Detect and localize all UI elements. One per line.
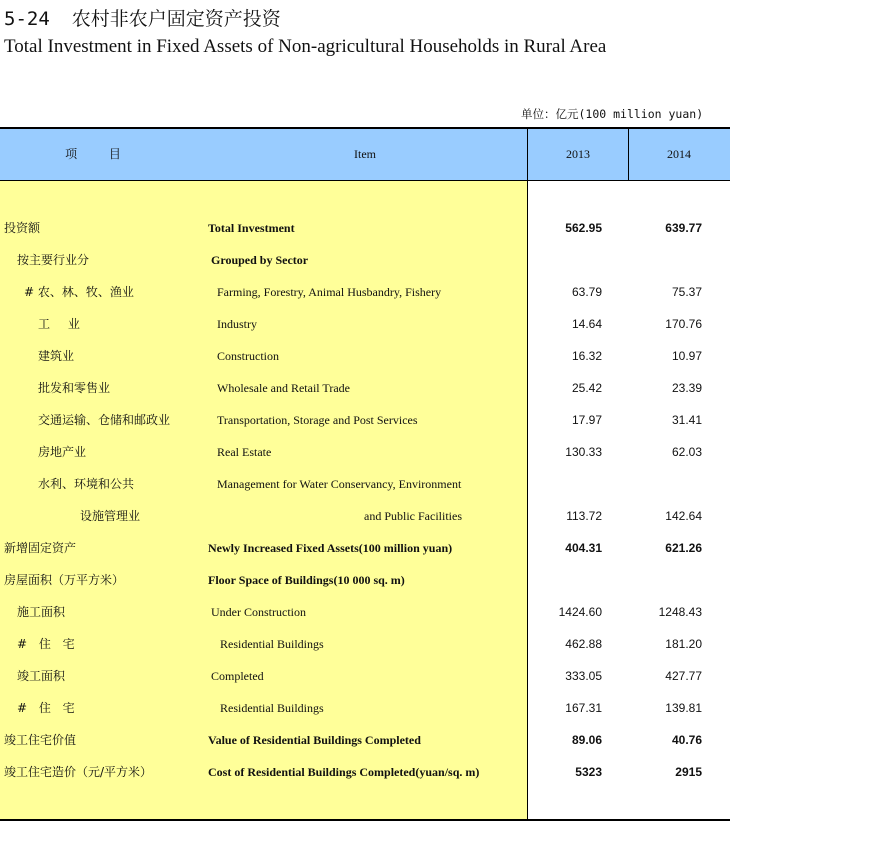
table-number: 5-24: [4, 8, 50, 30]
row-label-cn: 工 业: [38, 317, 80, 331]
row-label-en: Transportation, Storage and Post Services: [217, 413, 418, 427]
value-2013: 404.31: [565, 541, 602, 555]
row-label-cn: # 住 宅: [17, 701, 75, 715]
table-row: [0, 212, 730, 244]
value-2014: 2915: [675, 765, 702, 779]
header-item-cn: 项 目: [65, 147, 135, 161]
value-2014: 23.39: [671, 381, 702, 395]
row-label-en: Farming, Forestry, Animal Husbandry, Fishery: [217, 285, 442, 299]
value-2013: 462.88: [565, 637, 602, 651]
table-row: [0, 468, 730, 500]
header-year-2013: 2013: [566, 147, 590, 161]
row-label-en: Real Estate: [217, 445, 272, 459]
row-label-en: Newly Increased Fixed Assets(100 million yuan): [208, 541, 453, 555]
value-2014: 139.81: [665, 701, 702, 715]
value-2014: 142.64: [665, 509, 702, 523]
value-2013: 333.05: [565, 669, 602, 683]
unit-label: 单位：亿元(100 million yuan): [521, 107, 704, 121]
value-2013: 16.32: [571, 349, 602, 363]
table-title-cn-text: 农村非农户固定资产投资: [71, 8, 281, 30]
row-label-cn: 竣工住宅价值: [4, 733, 77, 747]
table-title-cn: [4, 4, 281, 31]
row-label-en: Completed: [211, 669, 264, 683]
row-label-en: Industry: [217, 317, 257, 331]
value-2013: 63.79: [571, 285, 602, 299]
row-label-en: Cost of Residential Buildings Completed(yuan/sq. m): [208, 765, 480, 779]
value-2014: 40.76: [671, 733, 702, 747]
value-2014: 170.76: [665, 317, 702, 331]
table-row: [0, 692, 730, 724]
table-row: [0, 724, 730, 756]
row-label-cn: 房屋面积（万平方米）: [4, 573, 125, 587]
row-label-en: Grouped by Sector: [211, 253, 309, 267]
table-row: [0, 244, 730, 276]
row-label-cn: 设施管理业: [80, 509, 141, 523]
value-2014: 427.77: [665, 669, 702, 683]
value-2013: 5323: [575, 765, 602, 779]
row-label-cn: # 农、林、牧、渔业: [24, 285, 134, 299]
row-label-en: Construction: [217, 349, 279, 363]
row-label-cn: 竣工住宅造价（元/平方米）: [4, 765, 153, 779]
row-label-en: Wholesale and Retail Trade: [217, 381, 350, 395]
table-row: [0, 404, 730, 436]
table-row: [0, 500, 730, 532]
row-label-cn: 批发和零售业: [38, 381, 111, 395]
row-label-en: Floor Space of Buildings(10 000 sq. m): [208, 573, 405, 587]
value-2014: 62.03: [671, 445, 702, 459]
value-2013: 1424.60: [558, 605, 602, 619]
value-2013: 14.64: [571, 317, 602, 331]
value-2013: 167.31: [565, 701, 602, 715]
row-label-cn: 交通运输、仓储和邮政业: [38, 413, 171, 427]
value-2013: 25.42: [571, 381, 602, 395]
value-2014: 31.41: [671, 413, 702, 427]
row-label-en: Value of Residential Buildings Completed: [208, 733, 421, 747]
row-label-cn: 按主要行业分: [17, 253, 90, 267]
row-label-cn: 施工面积: [17, 605, 66, 619]
row-label-cn: 建筑业: [38, 349, 75, 363]
value-2014: 181.20: [665, 637, 702, 651]
table-row: [0, 628, 730, 660]
table-row: [0, 340, 730, 372]
table-row: [0, 276, 730, 308]
value-2014: 1248.43: [658, 605, 702, 619]
table-row: [0, 660, 730, 692]
value-2013: 17.97: [571, 413, 602, 427]
value-2014: 10.97: [671, 349, 702, 363]
table-title-en: Total Investment in Fixed Assets of Non-agricultural Households in Rural Area: [4, 36, 607, 57]
row-label-cn: 竣工面积: [17, 669, 66, 683]
row-label-en: Under Construction: [211, 605, 306, 619]
value-2013: 89.06: [571, 733, 602, 747]
value-2013: 113.72: [566, 509, 602, 523]
row-label-en: Residential Buildings: [220, 701, 324, 715]
value-2013: 130.33: [565, 445, 602, 459]
table-row: [0, 756, 730, 788]
row-label-en: Management for Water Conservancy, Environment: [217, 477, 462, 491]
table-row: [0, 596, 730, 628]
row-label-cn: 投资额: [4, 221, 41, 235]
value-2013: 562.95: [565, 221, 602, 235]
table-row: [0, 308, 730, 340]
row-label-cn: 新增固定资产: [4, 541, 77, 555]
value-2014: 621.26: [665, 541, 702, 555]
row-label-en: Total Investment: [208, 221, 295, 235]
row-label-en: Residential Buildings: [220, 637, 324, 651]
row-label-en: and Public Facilities: [364, 509, 462, 523]
table-row: [0, 372, 730, 404]
value-2014: 75.37: [671, 285, 702, 299]
table-bottom-rule: [0, 819, 730, 821]
row-label-cn: 水利、环境和公共: [38, 477, 135, 491]
value-2014: 639.77: [665, 221, 702, 235]
row-label-cn: # 住 宅: [17, 637, 75, 651]
header-year-2014: 2014: [667, 147, 691, 161]
table-row: [0, 564, 730, 596]
row-label-cn: 房地产业: [38, 445, 87, 459]
header-item-en: Item: [354, 147, 376, 161]
table-row: [0, 436, 730, 468]
table-row: [0, 532, 730, 564]
